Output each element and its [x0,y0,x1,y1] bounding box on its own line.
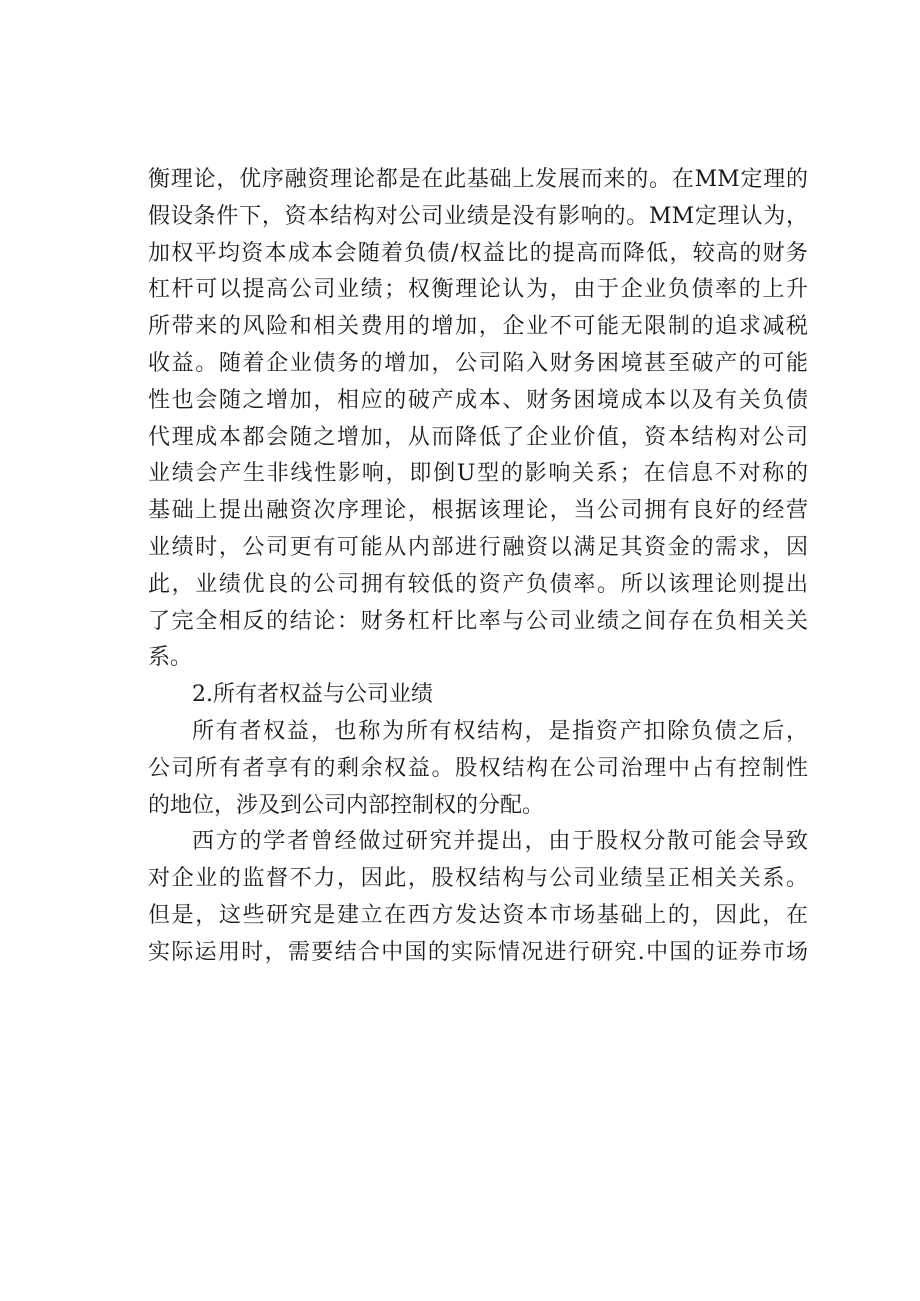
text-line: 所有者权益，也称为所有权结构，是指资产扣除负债之后， [192,718,808,744]
text-line: 的地位，涉及到公司内部控制权的分配。 [148,792,545,818]
text-line: 业绩时，公司更有可能从内部进行融资以满足其资金的需求，因 [148,534,808,560]
text-line: 公司所有者享有的剩余权益。股权结构在公司治理中占有控制性 [148,755,808,781]
text-line: 系。 [148,645,193,671]
text-line: 假设条件下，资本结构对公司业绩是没有影响的。MM定理认为， [148,203,808,229]
section-heading [148,677,808,714]
text-line: 收益。随着企业债务的增加，公司陷入财务困境甚至破产的可能 [148,350,808,376]
paragraph-capital-structure-theories [148,162,808,677]
paragraph-owner-equity [148,714,808,824]
text-line: 加权平均资本成本会随着负债/权益比的提高而降低，较高的财务 [148,240,808,266]
body-text [148,162,808,972]
text-line: 代理成本都会随之增加，从而降低了企业价值，资本结构对公司 [148,424,808,450]
text-line: 杠杆可以提高公司业绩；权衡理论认为，由于企业负债率的上升 [148,277,808,303]
text-line: 业绩会产生非线性影响，即倒U型的影响关系；在信息不对称的 [148,461,808,487]
paragraph-western-research [148,824,808,971]
text-line: 对企业的监督不力，因此，股权结构与公司业绩呈正相关关系。 [148,866,808,892]
text-line: 实际运用时，需要结合中国的实际情况进行研究.中国的证券市场 [148,939,808,965]
text-line: 基础上提出融资次序理论，根据该理论，当公司拥有良好的经营 [148,498,808,524]
text-line: 了完全相反的结论：财务杠杆比率与公司业绩之间存在负相关关 [148,608,808,634]
text-line: 衡理论，优序融资理论都是在此基础上发展而来的。在MM定理的 [148,167,808,192]
text-line: 但是，这些研究是建立在西方发达资本市场基础上的，因此，在 [148,902,808,928]
text-line: 西方的学者曾经做过研究并提出，由于股权分散可能会导致 [192,829,808,855]
text-line: 性也会随之增加，相应的破产成本、财务困境成本以及有关负债 [148,387,808,413]
text-line: 此，业绩优良的公司拥有较低的资产负债率。所以该理论则提出 [148,571,808,597]
section-heading-text: 2.所有者权益与公司业绩 [192,682,433,708]
text-line: 所带来的风险和相关费用的增加，企业不可能无限制的追求减税 [148,314,808,340]
